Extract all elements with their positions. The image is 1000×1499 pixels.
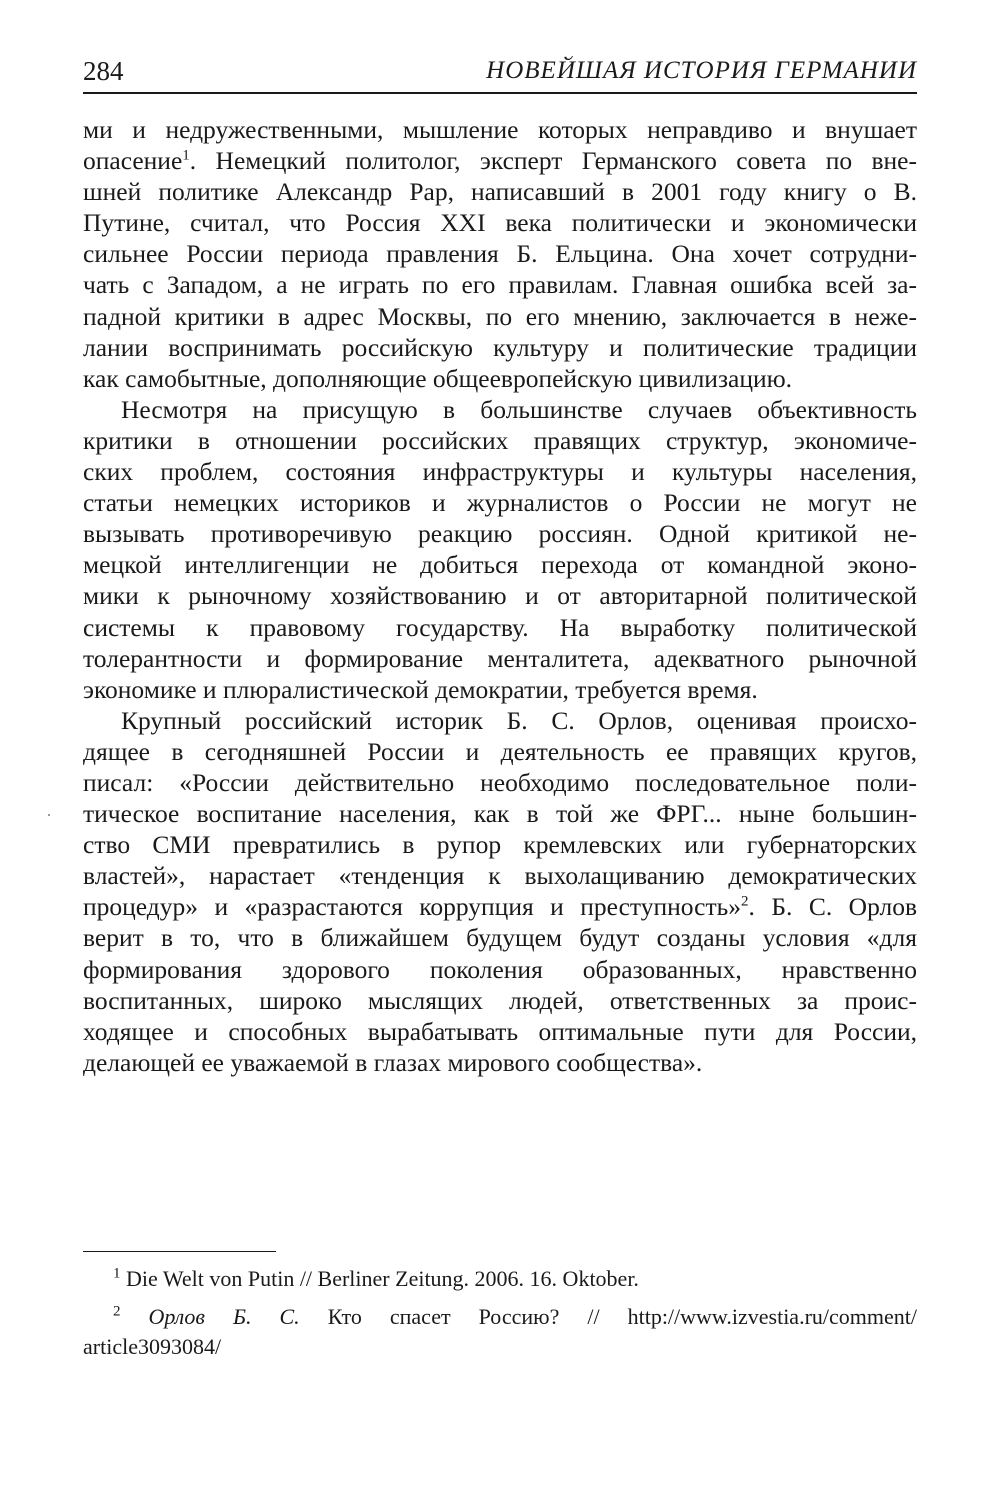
- text-line: статьи немецких историков и журналистов о России не могут не: [83, 488, 917, 518]
- text-line: тическое воспитание населения, как в той же ФРГ... ныне большин-: [83, 799, 917, 829]
- text-line: мики к рыночному хозяйствованию и от авторитарной политической: [83, 581, 917, 611]
- body-text: [83, 114, 917, 1078]
- text-line: толерантности и формирование менталитета, адекватного рыночной: [83, 643, 917, 673]
- text-line: [83, 145, 917, 176]
- text-line: критики в отношении российских правящих структур, экономиче-: [83, 425, 917, 455]
- text-line: воспитанных, широко мыслящих людей, ответственных за проис-: [83, 985, 917, 1015]
- text-fragment: опасение: [83, 146, 183, 176]
- text-line: формирования здорового поколения образованных, нравственно: [83, 954, 917, 984]
- footnote-line: [83, 1264, 917, 1294]
- footnote-marker: 2: [113, 1303, 121, 1320]
- text-line: ских проблем, состояния инфраструктуры и культуры населения,: [83, 457, 917, 487]
- footnote-separator: [83, 1251, 276, 1252]
- page-number: 284: [83, 56, 124, 86]
- running-title: НОВЕЙШАЯ ИСТОРИЯ ГЕРМАНИИ: [486, 57, 917, 84]
- text-line: Крупный российский историк Б. С. Орлов, оценивая происхо-: [121, 705, 917, 735]
- text-line: мецкой интеллигенции не добиться перехода от командной эконо-: [83, 550, 917, 580]
- footnote-ref-1: 1: [182, 147, 190, 164]
- paragraph-2: [83, 394, 917, 705]
- text-line: системы к правовому государству. На выработку политической: [83, 612, 917, 642]
- text-line: вызывать противоречивую реакцию россиян. Одной критикой не-: [83, 519, 917, 549]
- footnote-text: Кто спасет Россию? // http://www.izvestia.ru/comment/: [327, 1304, 917, 1329]
- text-fragment: . Б. С. Орлов: [748, 892, 917, 922]
- text-line: сильнее России периода правления Б. Ельцина. Она хочет сотрудни-: [83, 239, 917, 269]
- footnote-1: [83, 1264, 917, 1294]
- text-line: ходящее и способных вырабатывать оптимальные пути для России,: [83, 1016, 917, 1046]
- margin-mark: [48, 814, 50, 816]
- text-line: чать с Западом, а не играть по его правилам. Главная ошибка всей за-: [83, 270, 917, 300]
- text-line: [83, 891, 917, 922]
- text-line: верит в то, что в ближайшем будущем будут созданы условия «для: [83, 923, 917, 953]
- paragraph-1: [83, 114, 917, 394]
- text-line: экономике и плюралистической демократии, требуется время.: [83, 674, 758, 704]
- text-fragment: . Немецкий политолог, эксперт Германского совета по вне-: [189, 146, 917, 176]
- footnote-text: Die Welt von Putin // Berliner Zeitung. 2006. 16. Oktober.: [126, 1266, 639, 1291]
- footnotes: [83, 1264, 917, 1370]
- text-line: Путине, считал, что Россия XXI века политически и экономически: [83, 208, 917, 238]
- footnote-line: [83, 1302, 917, 1332]
- text-line: ми и недружественными, мышление которых неправдиво и внушает: [83, 115, 917, 144]
- text-line: властей», нарастает «тенденция к выхолащиванию демократических: [83, 861, 917, 891]
- footnote-marker: 1: [113, 1265, 121, 1282]
- text-line: писал: «России действительно необходимо последовательное поли-: [83, 767, 917, 797]
- text-line: шней политике Александр Рар, написавший в 2001 году книгу о В.: [83, 177, 917, 207]
- paragraph-3: [83, 705, 917, 1078]
- footnote-ref-2: 2: [741, 893, 749, 910]
- footnote-author: Орлов Б. С.: [148, 1304, 300, 1329]
- text-fragment: процедур» и «разрастаются коррупция и преступность»: [83, 892, 742, 922]
- running-head: [83, 52, 917, 94]
- text-line: Несмотря на присущую в большинстве случаев объективность: [121, 394, 917, 424]
- footnote-line: article3093084/: [83, 1334, 222, 1359]
- text-line: как самобытные, дополняющие общеевропейскую цивилизацию.: [83, 363, 793, 393]
- text-line: дящее в сегодняшней России и деятельность ее правящих кругов,: [83, 736, 917, 766]
- text-line: падной критики в адрес Москвы, по его мнению, заключается в нежe-: [83, 301, 917, 331]
- text-line: делающей ее уважаемой в глазах мирового сообщества».: [83, 1047, 703, 1077]
- text-line: ство СМИ превратились в рупор кремлевских или губернаторских: [83, 830, 917, 860]
- text-line: лании воспринимать российскую культуру и политические традиции: [83, 332, 917, 362]
- footnote-2: [83, 1302, 917, 1362]
